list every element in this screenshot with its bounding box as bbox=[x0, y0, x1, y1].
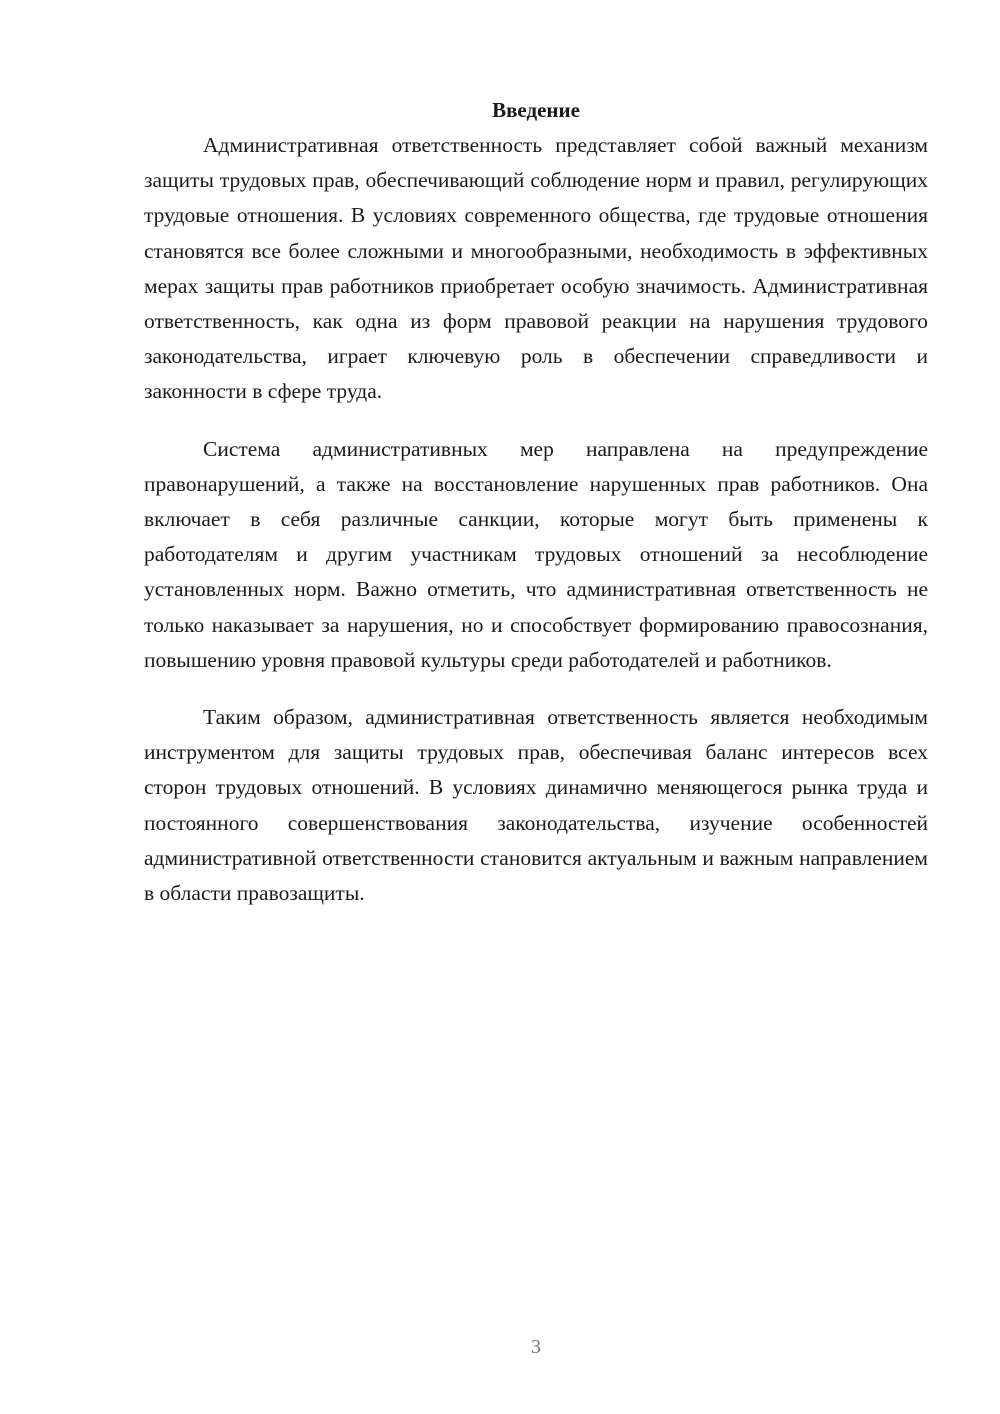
section-title: Введение bbox=[492, 98, 580, 122]
paragraph-3: Таким образом, административная ответственность является необходимым инструментом для защиты трудовых прав, обеспечивая баланс интересов всех сторон трудовых отношений. В условиях динамично меняющегося рынка труда и постоянного совершенствования законодательства, изучение особенностей административной ответственности становится актуальным и важным направлением в области правозащиты. bbox=[144, 705, 928, 906]
paragraph-2: Система административных мер направлена на предупреждение правонарушений, а также на восстановление нарушенных прав работников. Она включает в себя различные санкции, которые могут быть применены к работодателям и другим участникам трудовых отношений за несоблюдение установленных норм. Важно отметить, что административная ответственность не только наказывает за нарушения, но и способствует формированию правосознания, повышению уровня правовой культуры среди работодателей и работников. bbox=[144, 436, 928, 672]
paragraph-1: Административная ответственность представляет собой важный механизм защиты трудовых прав, обеспечивающий соблюдение норм и правил, регулирующих трудовые отношения. В условиях современного общества, где трудовые отношения становятся все более сложными и многообразными, необходимость в эффективных мерах защиты прав работников приобретает особую значимость. Административная ответственность, как одна из форм правовой реакции на нарушения трудового законодательства, играет ключевую роль в обеспечении справедливости и законности в сфере труда. bbox=[144, 133, 928, 404]
page-content bbox=[144, 94, 928, 911]
page-number: 3 bbox=[531, 1336, 541, 1358]
